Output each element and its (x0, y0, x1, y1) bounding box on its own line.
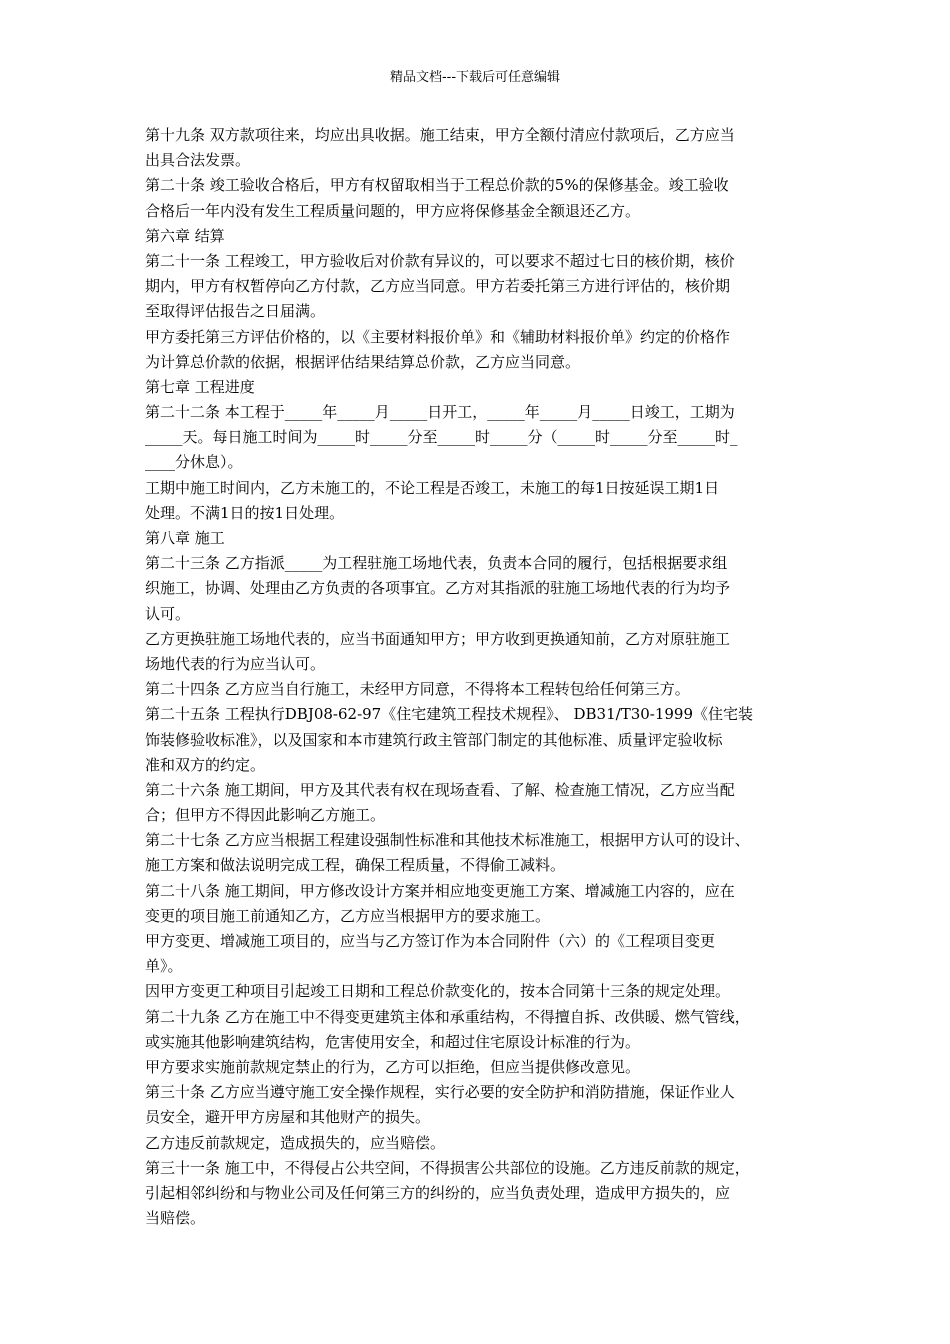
text-line: 第二十七条 乙方应当根据工程建设强制性标准和其他技术标准施工，根据甲方认可的设计、 (145, 831, 750, 850)
text-line: 第二十九条 乙方在施工中不得变更建筑主体和承重结构，不得擅自拆、改供暖、燃气管线， (145, 1007, 750, 1026)
text-line: 第二十三条 乙方指派_____为工程驻施工场地代表，负责本合同的履行，包括根据要求组 (145, 554, 728, 573)
text-line: 第二十六条 施工期间，甲方及其代表有权在现场查看、了解、检查施工情况，乙方应当配 (145, 780, 735, 799)
text-line: 合；但甲方不得因此影响乙方施工。 (145, 806, 386, 825)
chapter-heading: 第八章 施工 (145, 529, 225, 547)
text-line: 第二十八条 施工期间，甲方修改设计方案并相应地变更施工方案、增减施工内容的，应在 (145, 881, 735, 900)
text-line: 为计算总价款的依据，根据评估结果结算总价款，乙方应当同意。 (145, 352, 581, 371)
text-line: 第二十条 竣工验收合格后，甲方有权留取相当于工程总价款的5%的保修基金。竣工验收 (145, 176, 729, 195)
text-line: 乙方更换驻施工场地代表的，应当书面通知甲方；甲方收到更换通知前，乙方对原驻施工 (145, 629, 731, 648)
text-line: 甲方变更、增减施工项目的，应当与乙方签订作为本合同附件（六）的《工程项目变更 (145, 932, 716, 950)
text-line: 第二十四条 乙方应当自行施工，未经甲方同意，不得将本工程转包给任何第三方。 (145, 680, 690, 699)
text-line: 甲方委托第三方评估价格的，以《主要材料报价单》和《辅助材料报价单》约定的价格作 (145, 327, 731, 346)
text-line: 至取得评估报告之日届满。 (145, 302, 326, 321)
text-line: 认可。 (145, 604, 191, 623)
text-line: 出具合法发票。 (145, 151, 251, 170)
text-line: 第十九条 双方款项往来，均应出具收据。施工结束，甲方全额付清应付款项后，乙方应当 (145, 126, 735, 144)
text-line: 第二十一条 工程竣工，甲方验收后对价款有异议的，可以要求不超过七日的核价期，核价 (145, 251, 735, 270)
text-line: 工期中施工时间内，乙方未施工的，不论工程是否竣工，未施工的每1日按延误工期1日 (145, 478, 720, 497)
text-line: 单》。 (145, 957, 183, 976)
text-line: 准和双方的约定。 (145, 755, 266, 774)
chapter-heading: 第六章 结算 (145, 226, 225, 245)
text-line: 当赔偿。 (145, 1209, 206, 1228)
text-line: 场地代表的行为应当认可。 (145, 654, 326, 673)
text-line: 第三十一条 施工中，不得侵占公共空间，不得损害公共部位的设施。乙方违反前款的规定， (145, 1158, 750, 1177)
text-line: 甲方要求实施前款规定禁止的行为，乙方可以拒绝，但应当提供修改意见。 (145, 1057, 641, 1076)
text-line: 或实施其他影响建筑结构，危害使用安全，和超过住宅原设计标准的行为。 (145, 1032, 641, 1051)
page-header: 精品文档---下载后可任意编辑 (389, 70, 561, 85)
document-body (145, 123, 813, 1231)
text-line: 处理。不满1日的按1日处理。 (145, 503, 345, 522)
text-line: 合格后一年内没有发生工程质量问题的，甲方应将保修基金全额退还乙方。 (145, 201, 641, 220)
text-line: _____天。每日施工时间为_____时_____分至_____时_____分（_____时_____分至_____时_ (145, 428, 738, 447)
text-line: 期内，甲方有权暂停向乙方付款，乙方应当同意。甲方若委托第三方进行评估的，核价期 (145, 277, 731, 296)
text-line: 施工方案和做法说明完成工程，确保工程质量，不得偷工减料。 (145, 856, 566, 875)
text-line: 饰装修验收标准》，以及国家和本市建筑行政主管部门制定的其他标准、质量评定验收标 (145, 730, 723, 749)
text-line: 乙方违反前款规定，造成损失的，应当赔偿。 (145, 1133, 446, 1152)
chapter-heading: 第七章 工程进度 (145, 377, 255, 396)
text-line: 第二十五条 工程执行DBJ08-62-97《住宅建筑工程技术规程》、 DB31/T30-1999《住宅装 (145, 705, 754, 724)
text-line: 第三十条 乙方应当遵守施工安全操作规程，实行必要的安全防护和消防措施，保证作业人 (145, 1083, 735, 1102)
text-line: 引起相邻纠纷和与物业公司及任何第三方的纠纷的，应当负责处理，造成甲方损失的，应 (145, 1183, 731, 1202)
text-line: 织施工，协调、处理由乙方负责的各项事宜。乙方对其指派的驻施工场地代表的行为均予 (145, 579, 731, 598)
text-line: 员安全，避开甲方房屋和其他财产的损失。 (145, 1108, 431, 1127)
text-line: ____分休息）。 (145, 453, 243, 472)
text-line: 变更的项目施工前通知乙方，乙方应当根据甲方的要求施工。 (145, 906, 551, 925)
text-line: 第二十二条 本工程于_____年_____月_____日开工，_____年_____月_____日竣工，工期为 (145, 403, 735, 422)
text-line: 因甲方变更工种项目引起竣工日期和工程总价款变化的，按本合同第十三条的规定处理。 (145, 982, 731, 1001)
